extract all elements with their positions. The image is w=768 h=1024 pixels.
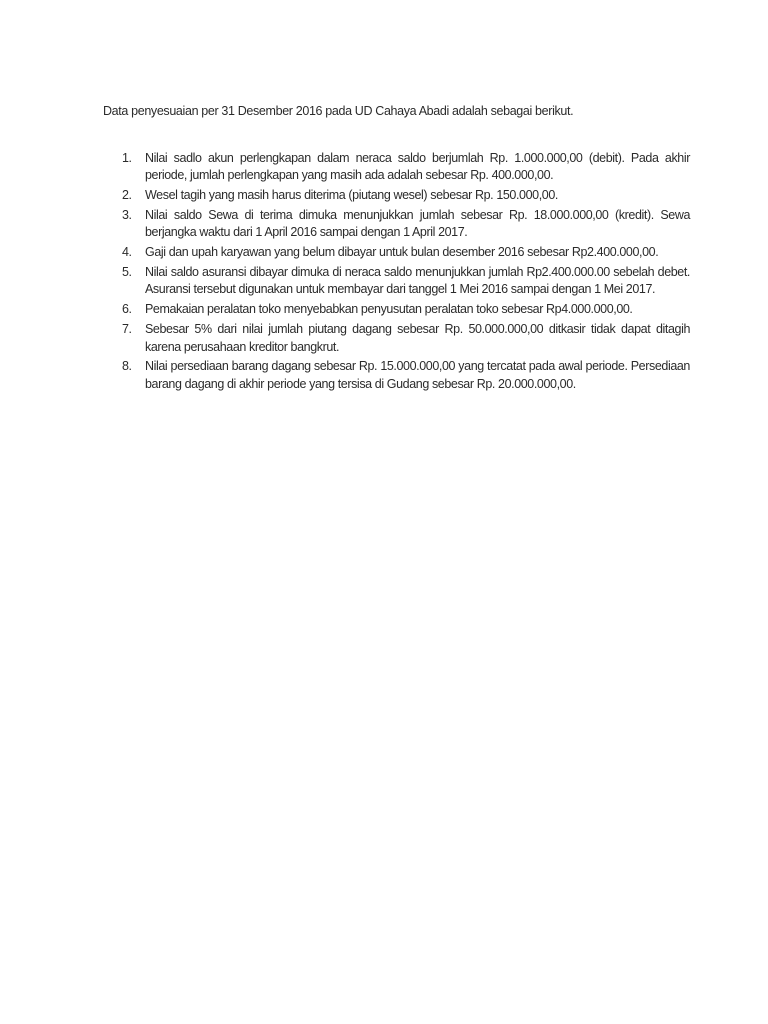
list-item (118, 244, 690, 261)
item-text: Sebesar 5% dari nilai jumlah piutang dagang sebesar Rp. 50.000.000,00 ditkasir tidak dapat ditagih karena perusahaan kreditor bangkrut. (145, 322, 690, 354)
list-item (118, 150, 690, 185)
list-item (118, 301, 690, 318)
list-item (118, 187, 690, 204)
item-number: 5. (122, 265, 132, 280)
item-number: 3. (122, 208, 132, 223)
item-text: Wesel tagih yang masih harus diterima (piutang wesel) sebesar Rp. 150.000,00. (145, 188, 558, 203)
item-number: 1. (122, 151, 132, 165)
item-number: 4. (122, 245, 132, 260)
item-text: Nilai sadlo akun perlengkapan dalam neraca saldo berjumlah Rp. 1.000.000,00 (debit). Pada akhir periode, jumlah perlengkapan yang masih ada adalah sebesar Rp. 400.000,00. (145, 151, 690, 183)
item-text: Nilai saldo asuransi dibayar dimuka di neraca saldo menunjukkan jumlah Rp2.400.000.00 sebelah debet. Asuransi tersebut digunakan untuk membayar dari tanggel 1 Mei 2016 sampai dengan 1 Mei 2017. (145, 265, 690, 297)
intro-text: Data penyesuaian per 31 Desember 2016 pada UD Cahaya Abadi adalah sebagai berikut. (103, 104, 574, 118)
list-item (118, 207, 690, 242)
list-item (118, 264, 690, 299)
item-text: Nilai persediaan barang dagang sebesar Rp. 15.000.000,00 yang tercatat pada awal periode. Persediaan barang dagang di akhir periode yang tersisa di Gudang sebesar Rp. 20.000.000,00. (145, 359, 690, 391)
item-number: 2. (122, 188, 132, 203)
list-item (118, 358, 690, 393)
item-number: 7. (122, 322, 132, 337)
item-number: 8. (122, 359, 132, 374)
adjustment-list (118, 150, 690, 396)
list-item (118, 321, 690, 356)
item-number: 6. (122, 302, 132, 317)
item-text: Gaji dan upah karyawan yang belum dibayar untuk bulan desember 2016 sebesar Rp2.400.000,00. (145, 245, 659, 260)
item-text: Pemakaian peralatan toko menyebabkan penyusutan peralatan toko sebesar Rp4.000.000,00. (145, 302, 633, 317)
item-text: Nilai saldo Sewa di terima dimuka menunjukkan jumlah sebesar Rp. 18.000.000,00 (kredit). Sewa berjangka waktu dari 1 April 2016 sampai dengan 1 April 2017. (145, 208, 690, 240)
